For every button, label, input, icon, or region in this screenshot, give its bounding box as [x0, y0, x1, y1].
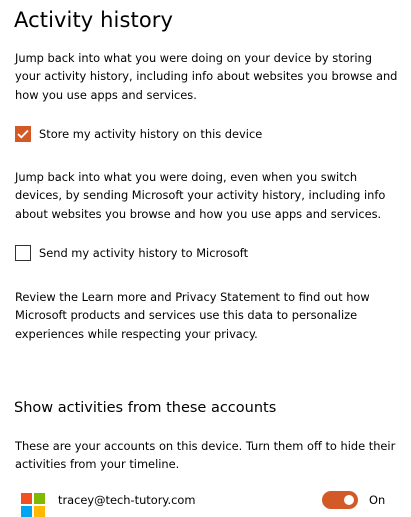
page-title: Activity history [14, 8, 174, 32]
toggle-knob [344, 495, 354, 505]
store-activity-checkbox-row[interactable] [15, 126, 262, 142]
checkmark-icon [17, 129, 29, 139]
send-activity-checkbox-row[interactable] [15, 245, 248, 261]
privacy-statement-text: Review the Learn more and Privacy Statement to find out how Microsoft products and services use this data to personalize experiences while respecting your privacy. [15, 290, 370, 341]
send-activity-description: Jump back into what you were doing, even when you switch devices, by sending Microsoft your activity history, including info about websites you browse and how you use apps and services. [15, 170, 386, 221]
store-activity-checkbox-label: Store my activity history on this device [39, 127, 263, 141]
store-activity-checkbox[interactable] [15, 126, 31, 142]
accounts-section-title: Show activities from these accounts [14, 400, 277, 416]
store-activity-description: Jump back into what you were doing on your device by storing your activity history, including info about websites you browse and how you use apps and services. [15, 51, 398, 102]
microsoft-logo-icon [21, 493, 45, 517]
accounts-section-description: These are your accounts on this device. Turn them off to hide their activities from your timeline. [15, 439, 396, 472]
toggle-state-label: On [369, 493, 386, 507]
send-activity-checkbox[interactable] [15, 245, 31, 261]
account-activity-toggle[interactable] [322, 491, 358, 509]
send-activity-checkbox-label: Send my activity history to Microsoft [39, 246, 249, 260]
account-row [21, 487, 401, 507]
account-email: tracey@tech-tutory.com [58, 493, 196, 507]
